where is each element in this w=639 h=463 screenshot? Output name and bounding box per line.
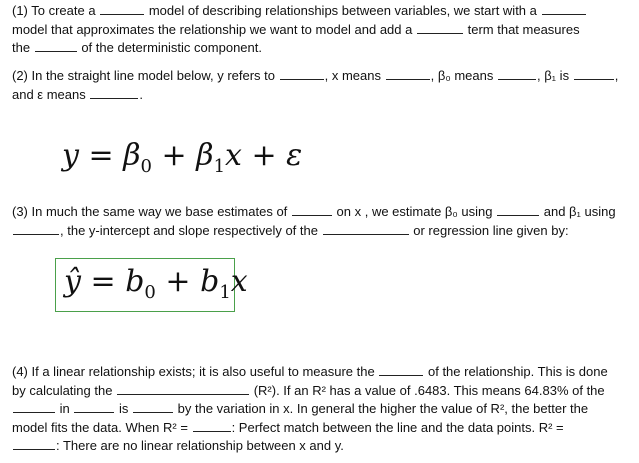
blank-3-2[interactable] xyxy=(497,203,539,216)
p3-text-5: or regression line given by: xyxy=(413,222,569,238)
eq1-beta1: β xyxy=(196,138,214,173)
blank-4-7[interactable] xyxy=(13,437,55,450)
eq1-epsilon: ε xyxy=(286,138,303,173)
p2-text-2: , x means xyxy=(324,68,381,83)
blank-1-2[interactable] xyxy=(542,2,586,15)
eq2-plus: + xyxy=(165,264,191,299)
p4-text-1: (4) If a linear relationship exists; it is also useful to measure the xyxy=(12,364,375,379)
eq1-beta1-sub: 1 xyxy=(213,156,226,177)
paragraph-3 xyxy=(12,203,634,240)
p3-text-4: , the y-intercept and slope respectively of the xyxy=(60,222,318,238)
blank-4-5[interactable] xyxy=(133,400,173,413)
eq2-equals: = xyxy=(90,264,116,299)
p4-text-3: by calculating the xyxy=(12,382,113,398)
eq2-b0-sub: 0 xyxy=(144,282,156,303)
paragraph-1 xyxy=(12,2,634,58)
blank-3-3[interactable] xyxy=(13,222,59,235)
p2-text-5: , xyxy=(614,68,619,83)
blank-4-6[interactable] xyxy=(193,419,231,432)
p4-text-4: (R²). If an R² has a value of .6483. This means 64.83% of the xyxy=(253,382,605,398)
eq1-plus-1: + xyxy=(161,138,187,173)
blank-4-3[interactable] xyxy=(13,400,55,413)
blank-1-4[interactable] xyxy=(35,39,77,52)
p4-text-10: : There are no linear relationship between x and y. xyxy=(56,438,344,453)
eq1-beta0: β xyxy=(123,138,141,173)
p4-text-7: by the variation in x. In general the higher the value of R², the better the xyxy=(177,401,589,416)
eq1-equals: = xyxy=(88,138,114,173)
p2-text-4: , β₁ is xyxy=(536,68,570,83)
p4-text-5: in xyxy=(59,401,70,416)
p3-text-1: (3) In much the same way we base estimates of xyxy=(12,204,288,219)
eq2-b1-sub: 1 xyxy=(219,282,231,303)
eq2-b0: b xyxy=(125,264,145,299)
eq1-beta0-sub: 0 xyxy=(140,156,152,177)
p2-text-3: , β₀ means xyxy=(430,68,494,83)
p4-text-9: : Perfect match between the line and the data points. R² = xyxy=(231,419,564,435)
blank-4-2[interactable] xyxy=(117,382,249,395)
p1-text-3: model that approximates the relationship we want to model and add a xyxy=(12,21,413,37)
p2-text-1: (2) In the straight line model below, y refers to xyxy=(12,68,276,83)
p1-text-1: (1) To create a xyxy=(12,3,96,18)
blank-2-1[interactable] xyxy=(280,67,324,80)
eq2-yhat: ŷ xyxy=(64,264,81,299)
paragraph-4 xyxy=(12,363,634,456)
p4-text-8: model fits the data. When R² = xyxy=(12,419,188,435)
eq2-b1: b xyxy=(200,264,220,299)
p1-text-2: model of describing relationships between variables, we start with a xyxy=(148,3,537,18)
eq1-plus-2: + xyxy=(251,138,277,173)
p1-text-6: of the deterministic component. xyxy=(81,40,262,55)
p3-text-2: on x , we estimate β₀ using xyxy=(336,204,493,219)
model-equation xyxy=(62,138,302,177)
p1-text-5: the xyxy=(12,40,31,55)
p4-text-6: is xyxy=(119,401,129,416)
eq2-x: x xyxy=(230,264,248,299)
blank-2-5[interactable] xyxy=(90,86,138,99)
eq1-y: y xyxy=(62,138,79,173)
blank-2-3[interactable] xyxy=(498,67,536,80)
regression-equation xyxy=(64,264,248,303)
eq1-x: x xyxy=(225,138,242,173)
blank-1-1[interactable] xyxy=(100,2,144,15)
p4-text-2: of the relationship. This is done xyxy=(427,364,608,379)
blank-1-3[interactable] xyxy=(417,21,463,34)
p2-text-7: . xyxy=(139,86,143,102)
blank-3-1[interactable] xyxy=(292,203,332,216)
blank-2-2[interactable] xyxy=(386,67,430,80)
paragraph-2 xyxy=(12,67,634,104)
p3-text-3: and β₁ using xyxy=(543,204,616,219)
blank-3-4[interactable] xyxy=(323,222,409,235)
blank-4-4[interactable] xyxy=(74,400,114,413)
blank-2-4[interactable] xyxy=(574,67,614,80)
p1-text-4: term that measures xyxy=(467,21,580,37)
blank-4-1[interactable] xyxy=(379,363,423,376)
p2-text-6: and ε means xyxy=(12,86,86,102)
